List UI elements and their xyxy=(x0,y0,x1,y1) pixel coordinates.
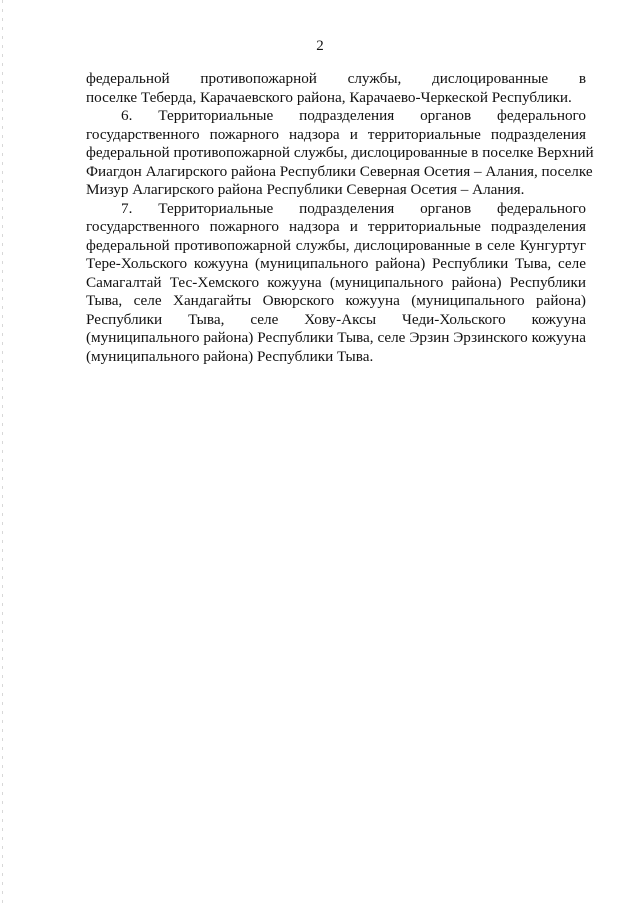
text-line: федеральной противопожарной службы, дислоцированные в поселке Верхний xyxy=(86,144,594,161)
page-number: 2 xyxy=(316,38,324,54)
text-line: Республики Тыва, селе Хову-Аксы Чеди-Хольского кожууна xyxy=(86,310,586,328)
text-line: федеральной противопожарной службы, дислоцированные в селе Кунгуртуг xyxy=(86,236,586,254)
text-line: 6. Территориальные подразделения органов федерального xyxy=(121,107,586,124)
document-body xyxy=(86,70,594,366)
text-line: государственного пожарного надзора и территориальные подразделения xyxy=(86,125,586,143)
text-line: государственного пожарного надзора и территориальные подразделения xyxy=(86,218,586,235)
text-line: федеральной противопожарной службы, дислоцированные в xyxy=(86,70,586,87)
text-line: (муниципального района) Республики Тыва. xyxy=(86,347,374,365)
scan-edge xyxy=(2,0,3,905)
text-line: Мизур Алагирского района Республики Северная Осетия – Алания. xyxy=(86,181,525,198)
text-line: 7. Территориальные подразделения органов федерального xyxy=(121,199,586,217)
text-line: поселке Теберда, Карачаевского района, Карачаево-Черкеской Республики. xyxy=(86,88,572,106)
text-line: Фиагдон Алагирского района Республики Северная Осетия – Алания, поселке xyxy=(86,162,593,180)
text-line: Тыва, селе Хандагайты Овюрского кожууна (муниципального района) xyxy=(86,292,586,309)
text-line: Тере-Хольского кожууна (муниципального района) Республики Тыва, селе xyxy=(86,255,586,272)
text-line: Самагалтай Тес-Хемского кожууна (муниципального района) Республики xyxy=(86,273,586,291)
text-line: (муниципального района) Республики Тыва, селе Эрзин Эрзинского кожууна xyxy=(86,329,586,346)
